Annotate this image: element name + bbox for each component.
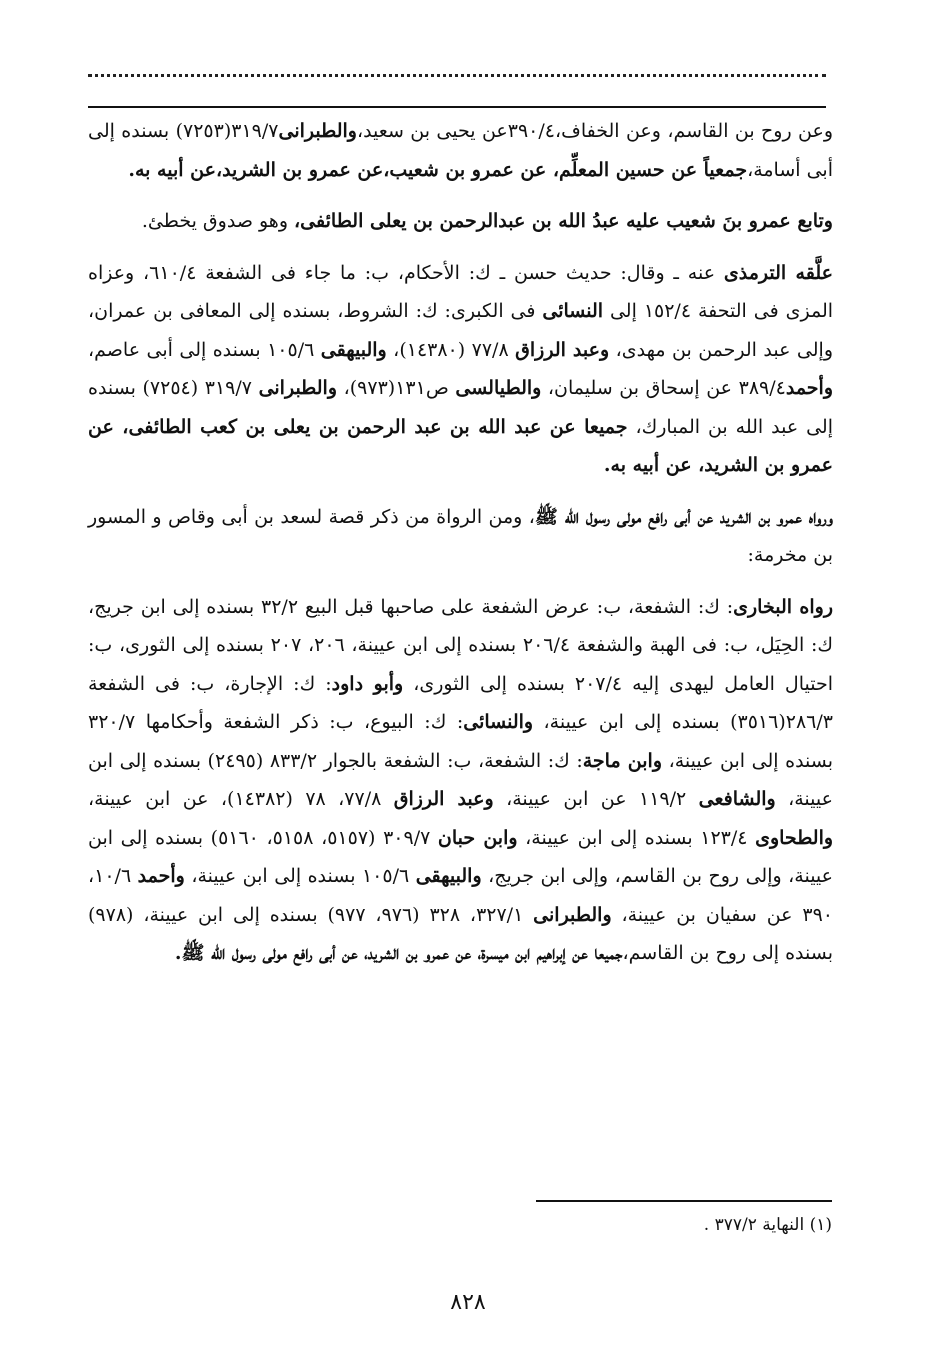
bold-run: والبيهقى [415, 865, 482, 887]
bold-run: النسائى [542, 300, 604, 322]
bold-run: ورواه عمرو بن الشريد عن أبى رافع مولى رسول الله ﷺ [534, 505, 833, 528]
bold-run: وابن ماجة [582, 749, 663, 772]
bold-run: علَّقه الترمذى [723, 261, 833, 284]
footnote-rule [536, 1200, 832, 1202]
bold-run: جميعا عن إبراهيم ابن ميسرة، عن عمرو بن الشريد، عن أبى رافع مولى رسول الله ﷺ. [174, 942, 623, 964]
text-run: ١٢٣/٤ بسنده إلى ابن عيينة، [517, 826, 756, 849]
bold-run: والطبرانى [278, 120, 357, 142]
bold-run: والطبرانى [533, 903, 612, 926]
bold-run: وأحمد [137, 865, 185, 887]
text-run: : ك: البيوع، ب: ذكر الشفعة وأحكامها ٣٢٠/٧ بسنده إلى ابن عيينة، [88, 711, 834, 772]
text-run: ١١٩/٢ عن ابن عيينة، [493, 788, 699, 810]
text-run: ٧٧/٨ (١٤٣٨٠)، [386, 338, 516, 361]
text-run: : ك: الشفعة، ب: الشفعة بالجوار ٨٣٣/٢ (٢٤٩٥) بسنده إلى ابن عيينة، [88, 749, 833, 810]
main-text [88, 112, 833, 986]
bold-run: جمعياً عن حسين المعلِّم، عن عمرو بن شعيب،عن عمرو بن الشريد،عن أبيه به. [128, 158, 748, 181]
bold-run: والطيالسى [455, 377, 542, 399]
page-number: ٨٢٨ [450, 1290, 486, 1315]
text-run: ٣٢٧/١، ٣٢٨ (٩٧٦، ٩٧٧) بسنده إلى ابن عيينة، (٩٧٨) بسنده إلى روح بن القاسم، [88, 903, 833, 964]
bold-run: والشافعى [698, 788, 776, 810]
bold-run: والبيهقى [320, 338, 387, 361]
bold-run: والنسائى [463, 711, 534, 733]
bold-run: وأحمد [785, 377, 834, 399]
bold-run: والطبرانى [258, 377, 338, 399]
text-run: : ك: الإجارة، ب: فى الشفعة ٢٨٦/٣(٣٥١٦) بسنده إلى ابن عيينة، [88, 672, 833, 733]
text-run: ٧٧/٨، ٧٨ (١٤٣٨٢)، عن ابن عيينة، [88, 788, 394, 810]
paragraph-4 [88, 498, 833, 575]
text-run: ٣١٩/٧(٧٢٥٣) بسنده إلى أبى أسامة، [88, 120, 833, 181]
text-run: ١٠٥/٦ بسنده إلى أبى عاصم، [88, 338, 321, 361]
text-run: ٣٠٩/٧ (٥١٥٧، ٥١٥٨، ٥١٦٠) بسنده إلى ابن عيينة، وإلى روح بن القاسم، وإلى ابن جريج، [88, 826, 834, 887]
paragraph-1 [88, 112, 833, 189]
text-run: وعن روح بن القاسم، وعن الخفاف،٣٩٠/٤عن يحيى بن سعيد، [356, 120, 834, 142]
text-run: عنه ـ وقال: حديث حسن ـ ك: الأحكام، ب: ما جاء فى الشفعة ٦١٠/٤، وعزاه المزى فى التحفة ١٥٢/٤ إلى [88, 261, 834, 322]
top-solid-rule [88, 106, 826, 108]
text-run: ١٠٥/٦ بسنده إلى ابن عيينة، [184, 865, 416, 887]
bold-run: والطحاوى [755, 826, 834, 849]
paragraph-5 [88, 588, 833, 973]
bold-run: وابن حبان [437, 826, 518, 849]
text-run: : ك: الشفعة، ب: عرض الشفعة على صاحبها قبل البيع ٣٢/٢ بسنده إلى ابن جريج، ك: الحِيَل، ب: فى الهبة والشفعة ٢٠٦/٤ بسنده إلى ابن عيينة، ٢٠٦، ٢٠٧ بسنده إلى الثورى، ب: احتيال العامل ليهدى إليه ٢٠٧/٤ بسنده إلى الثورى، [88, 595, 834, 695]
text-run: وهو صدوق يخطئ. [141, 210, 295, 232]
text-run: ، ومن الرواة من ذكر قصة لسعد بن أبى وقاص و المسور بن مخرمة: [88, 505, 833, 566]
paragraph-2 [88, 202, 833, 241]
paragraph-3 [88, 254, 833, 485]
footnote: (١) النهاية ٣٧٧/٢ . [703, 1215, 832, 1235]
top-dotted-rule [88, 74, 826, 77]
bold-run: وتابع عمرو بنَ شعيب عليه عبدُ الله بن عبدالرحمن بن يعلى الطائفى، [294, 210, 833, 232]
bold-run: جميعا عن عبد الله بن عبد الرحمن بن يعلى بن كعب الطائفى، عن عمرو بن الشريد، عن أبيه به. [88, 415, 833, 476]
bold-run: وعبد الرزاق [515, 338, 610, 361]
text-run: ٣٨٩/٤ عن إسحاق بن سليمان، [541, 377, 786, 399]
text-run: ٣١٩/٧ (٧٢٥٤) بسنده إلى عبد الله بن المبارك، [88, 377, 833, 438]
text-run: ص١٣١(٩٧٣)، [337, 377, 456, 399]
text-run: ١٠/٦، ٣٩٠ عن سفيان بن عيينة، [88, 865, 833, 926]
bold-run: رواه البخارى [733, 595, 834, 618]
text-run: فى الكبرى: ك: الشروط، بسنده إلى المعافى بن عمران، وإلى عبد الرحمن بن مهدى، [88, 300, 833, 361]
bold-run: وأبو داود [331, 672, 404, 695]
bold-run: وعبد الرزاق [393, 788, 494, 810]
